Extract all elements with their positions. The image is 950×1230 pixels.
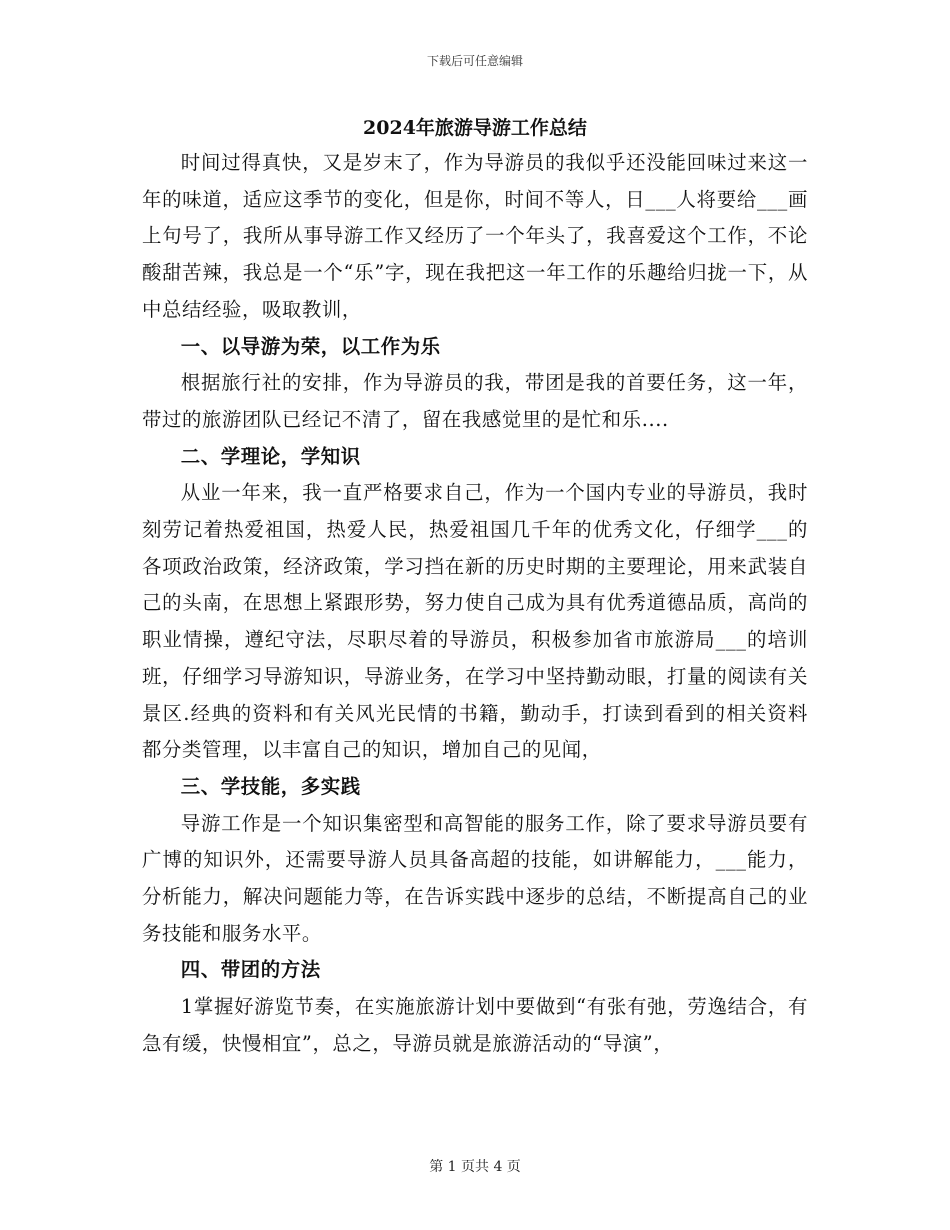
- section-4-paragraph: 1掌握好游览节奏，在实施旅游计划中要做到“有张有弛，劳逸结合，有急有缓，快慢相宜”，总之，导游员就是旅游活动的“导演”，: [142, 995, 808, 1055]
- document-body: [142, 145, 808, 1063]
- section-4-heading: 四、带团的方法: [180, 958, 321, 982]
- section-3-heading: 三、学技能，多实践: [180, 774, 361, 798]
- section-1-paragraph: 根据旅行社的安排，作为导游员的我，带团是我的首要任务，这一年，带过的旅游团队已经记不清了，留在我感觉里的是忙和乐....: [142, 371, 808, 431]
- page-header-note: 下载后可任意编辑: [426, 54, 523, 68]
- page-number-footer: 第 1 页共 4 页: [429, 1159, 521, 1175]
- section-3-paragraph: 导游工作是一个知识集密型和高智能的服务工作，除了要求导游员要有广博的知识外，还需要导游人员具备高超的技能，如讲解能力，___能力，分析能力，解决问题能力等，在告诉实践中逐步的总结，不断提高自己的业务技能和服务水平。: [142, 811, 808, 945]
- intro-paragraph: 时间过得真快，又是岁末了，作为导游员的我似乎还没能回味过来这一年的味道，适应这季节的变化，但是你，时间不等人，日___人将要给___画上句号了，我所从事导游工作又经历了一个年头了，我喜爱这个工作，不论酸甜苦辣，我总是一个“乐”字，现在我把这一年工作的乐趣给归拢一下，从中总结经验，吸取教训，: [142, 151, 808, 321]
- section-1-heading: 一、以导游为荣，以工作为乐: [180, 334, 441, 358]
- section-2-paragraph: 从业一年来，我一直严格要求自己，作为一个国内专业的导游员，我时刻劳记着热爱祖国，热爱人民，热爱祖国几千年的优秀文化，仔细学___的各项政治政策，经济政策，学习挡在新的历史时期的主要理论，用来武装自己的头南，在思想上紧跟形势，努力使自己成为具有优秀道德品质，高尚的职业情操，遵纪守法，尽职尽着的导游员，积极参加省市旅游局___的培训班，仔细学习导游知识，导游业务，在学习中坚持勤动眼，打量的阅读有关景区.经典的资料和有关风光民情的书籍，勤动手，打读到看到的相关资料都分类管理，以丰富自己的知识，增加自己的见闻，: [142, 481, 808, 762]
- document-title: 2024年旅游导游工作总结: [363, 117, 587, 139]
- section-2-heading: 二、学理论，学知识: [180, 444, 361, 468]
